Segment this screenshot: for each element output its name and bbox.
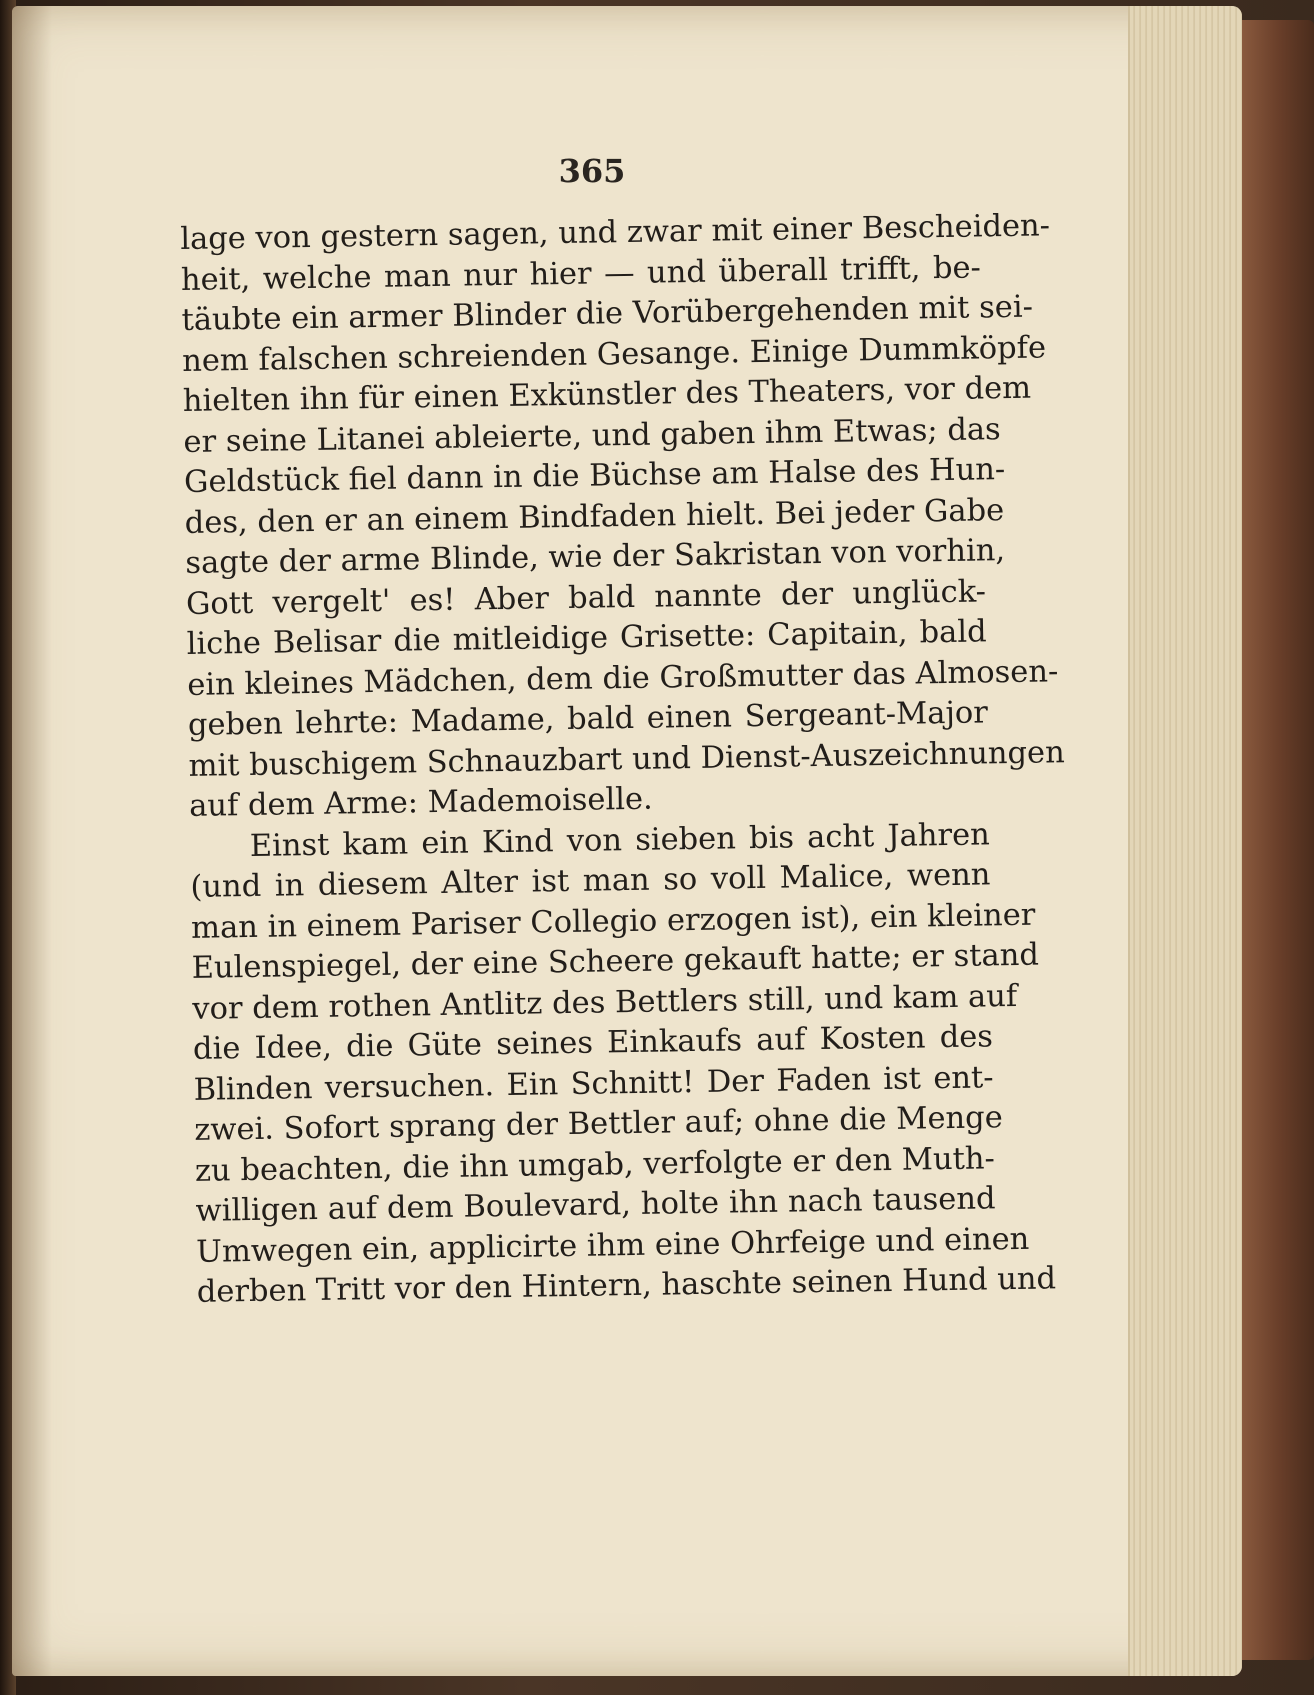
paragraph-end-line: auf dem Arme: Mademoiselle. (188, 781, 653, 824)
text-line: mit buschigem Schnauzbart und Dienst-Auszeichnungen (188, 734, 1065, 784)
text-line: sagte der arme Blinde, wie der Sakristan von vorhin, (185, 533, 1006, 581)
text-line: Eulenspiegel, der eine Scheere gekauft hatte; er stand (191, 937, 1040, 986)
text-line: hielten ihn für einen Exkünstler des Theaters, vor dem (182, 370, 1032, 419)
text-line: (und in diesem Alter ist man so voll Malice, wenn (190, 857, 991, 905)
text-line: willigen auf dem Boulevard, holte ihn nach tausend (195, 1181, 996, 1229)
book-cover-edge (1242, 20, 1314, 1660)
text-line: Umwegen ein, applicirte ihm eine Ohrfeige und einen (195, 1221, 1030, 1270)
text-line: Blinden versuchen. Ein Schnitt! Der Faden ist ent- (193, 1059, 994, 1108)
text-line: des, den er an einem Bindfaden hielt. Bei jeder Gabe (184, 492, 1005, 541)
page-number: 365 (558, 152, 626, 190)
text-line: die Idee, die Güte seines Einkaufs auf Kosten des (192, 1019, 994, 1067)
body-text (180, 207, 1065, 1313)
paragraph-start-line: Einst kam ein Kind von sieben bis acht Jahren (249, 816, 991, 864)
text-line: zu beachten, die ihn umgab, verfolgte er den Muth- (194, 1140, 996, 1189)
text-line: täubte ein armer Blinder die Vorübergehenden mit sei- (181, 289, 1034, 338)
gutter-shadow (12, 6, 52, 1676)
page-edges (1128, 6, 1242, 1676)
text-line: liche Belisar die mitleidige Grisette: Capitain, bald (186, 614, 987, 662)
text-line: vor dem rothen Antlitz des Bettlers still, und kam auf (192, 978, 1018, 1027)
text-line: lage von gestern sagen, und zwar mit einer Bescheiden- (180, 208, 1051, 257)
text-line: er seine Litanei ableierte, und gaben ihm Etwas; das (183, 411, 1001, 460)
text-line: derben Tritt vor den Hintern, haschte seinen Hund und (196, 1261, 1057, 1310)
text-line: Geldstück fiel dann in die Büchse am Halse des Hun- (183, 452, 1006, 500)
text-line: zwei. Sofort sprang der Bettler auf; ohne die Menge (194, 1100, 1004, 1148)
text-line: nem falschen schreienden Gesange. Einige Dummköpfe (181, 329, 1047, 379)
text-line: man in einem Pariser Collegio erzogen ist), ein kleiner (190, 897, 1036, 946)
text-line: ein kleines Mädchen, dem die Großmutter das Almosen- (187, 653, 1059, 703)
text-line: Gott vergelt' es! Aber bald nannte der unglück- (185, 573, 987, 622)
text-line: heit, welche man nur hier — und überall trifft, be- (180, 249, 982, 298)
text-line: geben lehrte: Madame, bald einen Sergeant-Major (187, 695, 989, 743)
book-page (12, 6, 1242, 1676)
